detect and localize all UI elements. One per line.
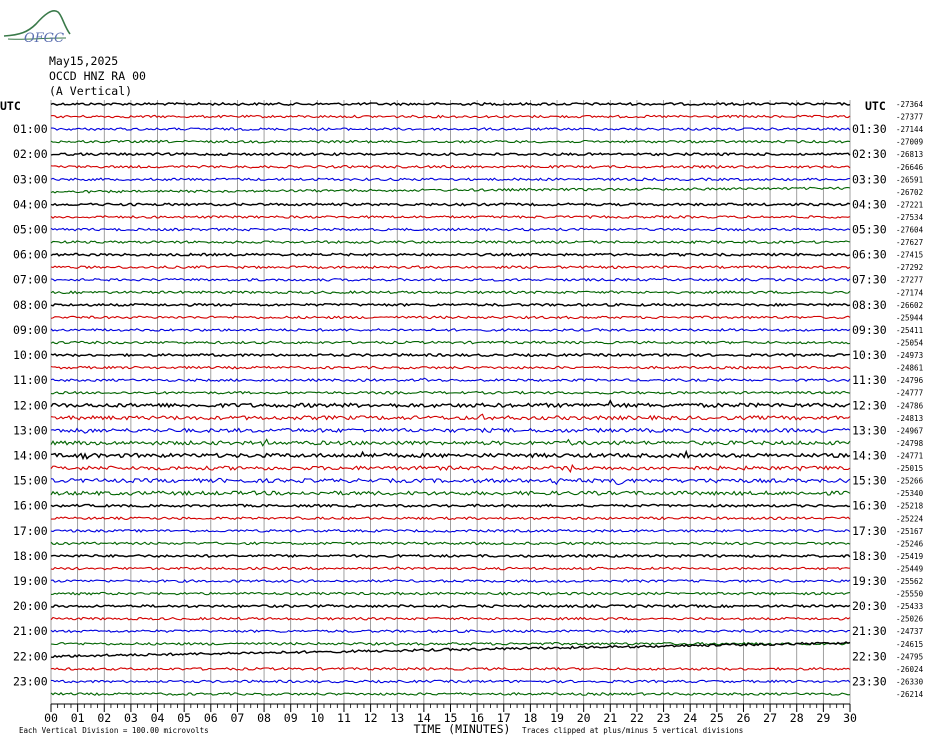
x-tick-label: 00 — [44, 711, 58, 725]
hour-label-right: 20:30 — [852, 599, 887, 614]
hour-label-right: 02:30 — [852, 147, 887, 162]
hour-label-right: 07:30 — [852, 272, 887, 287]
x-tick-label: 12 — [363, 711, 378, 725]
hour-label-right: 06:30 — [852, 247, 887, 262]
hour-label-left: 14:00 — [13, 448, 48, 463]
x-tick-label: 04 — [150, 711, 165, 725]
x-tick-label: 01 — [70, 711, 85, 725]
trace-offset-value: -25550 — [896, 589, 924, 599]
trace-offset-value: -24861 — [896, 363, 924, 373]
trace-offset-value: -25246 — [896, 539, 924, 549]
trace-offset-value: -24737 — [896, 627, 924, 637]
station-id: OCCD HNZ RA 00 — [49, 69, 146, 83]
x-tick-label: 29 — [816, 711, 831, 725]
hour-label-right: 11:30 — [852, 373, 887, 388]
x-tick-label: 27 — [763, 711, 778, 725]
trace-offset-value: -24795 — [896, 652, 924, 662]
hour-label-right: 09:30 — [852, 322, 887, 337]
trace-offset-value: -27277 — [896, 275, 924, 285]
hour-label-right: 16:30 — [852, 498, 887, 513]
hour-label-left: 10:00 — [13, 348, 48, 363]
trace-offset-value: -26330 — [896, 677, 924, 687]
logo-text: OFGC — [24, 31, 65, 44]
x-tick-label: 15 — [443, 711, 458, 725]
trace-offset-value: -25562 — [896, 577, 924, 587]
x-tick-label: 21 — [603, 711, 618, 725]
hour-label-right: 13:30 — [852, 423, 887, 438]
hour-label-right: 22:30 — [852, 649, 887, 664]
x-tick-label: 18 — [523, 711, 538, 725]
trace-offset-value: -26214 — [896, 690, 924, 699]
hour-label-right: 18:30 — [852, 548, 887, 563]
hour-label-right: 05:30 — [852, 222, 887, 237]
hour-label-right: 19:30 — [852, 574, 887, 589]
trace-offset-value: -25433 — [896, 602, 924, 612]
trace-offset-value: -24786 — [896, 401, 924, 411]
hour-label-left: 11:00 — [13, 373, 48, 388]
x-tick-label: 10 — [310, 711, 325, 725]
x-tick-label: 30 — [843, 711, 857, 725]
trace-offset-value: -27415 — [896, 250, 924, 260]
trace-offset-value: -24615 — [896, 639, 924, 649]
trace-offset-value: -26602 — [896, 300, 924, 310]
trace-offset-value: -27292 — [896, 263, 924, 273]
x-tick-label: 22 — [630, 711, 644, 725]
hour-label-right: 21:30 — [852, 624, 887, 639]
trace-offset-value: -25944 — [896, 313, 924, 323]
trace-offset-value: -24813 — [896, 413, 924, 423]
hour-label-right: 14:30 — [852, 448, 887, 463]
hour-label-left: 22:00 — [13, 649, 48, 664]
x-tick-label: 24 — [683, 711, 698, 725]
hour-label-left: 06:00 — [13, 247, 48, 262]
hour-label-right: 03:30 — [852, 172, 887, 187]
hour-label-left: 21:00 — [13, 624, 48, 639]
x-tick-label: 23 — [656, 711, 671, 725]
trace-offset-value: -25340 — [896, 489, 924, 499]
trace-offset-value: -25167 — [896, 526, 924, 536]
x-tick-label: 08 — [257, 711, 271, 725]
trace-offset-value: -27534 — [896, 212, 924, 222]
trace-offset-value: -24798 — [896, 438, 924, 448]
trace-offset-value: -25054 — [896, 338, 924, 348]
hour-label-left: 03:00 — [13, 172, 48, 187]
hour-label-left: 09:00 — [13, 322, 48, 337]
x-axis-title: TIME (MINUTES) — [413, 722, 511, 736]
hour-label-left: 07:00 — [13, 272, 48, 287]
x-tick-label: 19 — [550, 711, 564, 725]
trace-offset-value: -27627 — [896, 238, 924, 248]
hour-label-left: 13:00 — [13, 423, 48, 438]
trace-offset-value: -27174 — [896, 288, 924, 298]
x-tick-label: 14 — [416, 711, 431, 725]
x-tick-label: 16 — [470, 711, 485, 725]
hour-label-left: 20:00 — [13, 599, 48, 614]
hour-label-left: 04:00 — [13, 197, 48, 212]
trace-offset-value: -27377 — [896, 112, 924, 122]
hour-label-left: 05:00 — [13, 222, 48, 237]
x-tick-label: 28 — [789, 711, 804, 725]
trace-offset-value: -27144 — [896, 125, 924, 135]
x-tick-label: 09 — [283, 711, 298, 725]
trace-offset-value: -27221 — [896, 200, 924, 210]
x-tick-label: 06 — [203, 711, 218, 725]
hour-label-left: 16:00 — [13, 498, 48, 513]
trace-offset-value: -25419 — [896, 551, 924, 561]
trace-offset-value: -24973 — [896, 351, 924, 361]
x-tick-label: 17 — [496, 711, 511, 725]
x-tick-label: 13 — [390, 711, 405, 725]
trace-offset-value: -26591 — [896, 175, 924, 185]
x-tick-label: 05 — [177, 711, 192, 725]
vertical-division-note: Each Vertical Division = 100.00 microvolts — [19, 726, 209, 735]
trace-offset-value: -25026 — [896, 614, 924, 624]
record-date: May15,2025 — [49, 54, 119, 68]
trace-offset-value: -25449 — [896, 564, 924, 574]
hour-label-right: 01:30 — [852, 122, 887, 137]
trace-offset-value: -27604 — [896, 225, 924, 235]
component-label: (A Vertical) — [49, 84, 133, 98]
hour-label-left: 08:00 — [13, 297, 48, 312]
x-tick-label: 26 — [736, 711, 751, 725]
x-tick-label: 02 — [97, 711, 112, 725]
trace-offset-value: -25266 — [896, 476, 924, 486]
x-tick-label: 11 — [337, 711, 351, 725]
hour-label-right: 23:30 — [852, 674, 887, 689]
clipping-note: Traces clipped at plus/minus 5 vertical divisions — [522, 726, 744, 735]
hour-label-left: 23:00 — [13, 674, 48, 689]
hour-label-right: 12:30 — [852, 398, 887, 413]
hour-label-right: 04:30 — [852, 197, 887, 212]
hour-label-left: 12:00 — [13, 398, 48, 413]
hour-label-left: 18:00 — [13, 548, 48, 563]
trace-offset-value: -25218 — [896, 501, 924, 511]
trace-offset-value: -25015 — [896, 464, 924, 474]
x-tick-label: 20 — [576, 711, 591, 725]
trace-offset-value: -26646 — [896, 162, 924, 172]
trace-offset-value: -27009 — [896, 137, 924, 147]
hour-label-left: 15:00 — [13, 473, 48, 488]
hour-label-right: 17:30 — [852, 523, 887, 538]
trace-offset-value: -24777 — [896, 388, 924, 398]
x-tick-label: 25 — [709, 711, 724, 725]
hour-label-left: 01:00 — [13, 122, 48, 137]
trace-offset-value: -24796 — [896, 376, 924, 386]
hour-label-right: 08:30 — [852, 297, 887, 312]
hour-label-right: 10:30 — [852, 348, 887, 363]
hour-label-left: 17:00 — [13, 523, 48, 538]
utc-label-left: UTC — [0, 99, 21, 113]
trace-offset-value: -27364 — [896, 100, 924, 109]
trace-offset-value: -26702 — [896, 187, 924, 197]
trace-offset-value: -26024 — [896, 664, 924, 674]
x-tick-label: 03 — [123, 711, 138, 725]
utc-label-right: UTC — [865, 99, 886, 113]
trace-offset-value: -24967 — [896, 426, 924, 436]
hour-label-left: 02:00 — [13, 147, 48, 162]
hour-label-left: 19:00 — [13, 574, 48, 589]
trace-offset-value: -25224 — [896, 514, 924, 524]
x-tick-label: 07 — [230, 711, 245, 725]
trace-offset-value: -25411 — [896, 325, 924, 335]
hour-label-right: 15:30 — [852, 473, 887, 488]
trace-offset-value: -24771 — [896, 451, 924, 461]
trace-offset-value: -26813 — [896, 150, 924, 160]
